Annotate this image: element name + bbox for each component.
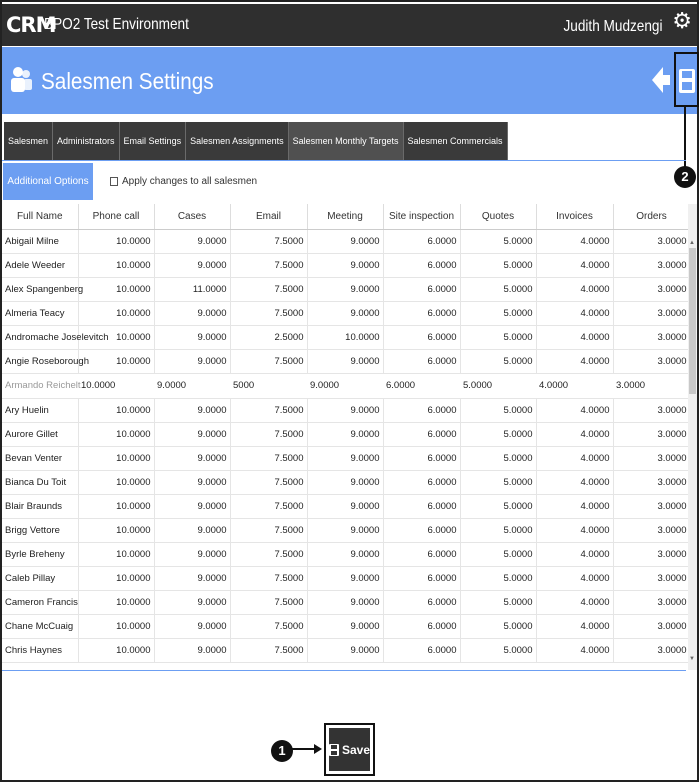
- target-value-cell[interactable]: 10.0000: [78, 494, 154, 518]
- salesman-name-cell: Almeria Teacy: [2, 301, 78, 325]
- target-value-cell[interactable]: 3.0000: [613, 422, 690, 446]
- target-value-cell[interactable]: 7.5000: [230, 277, 307, 301]
- target-value-cell[interactable]: 6.0000: [383, 590, 460, 614]
- target-value-cell[interactable]: 3.0000: [613, 253, 690, 277]
- target-value-cell[interactable]: 6.0000: [383, 518, 460, 542]
- target-value-cell[interactable]: 9.0000: [307, 614, 383, 638]
- target-value-cell[interactable]: 9.0000: [307, 566, 383, 590]
- target-value-cell[interactable]: 3.0000: [613, 614, 690, 638]
- floppy-disk-icon: [679, 69, 695, 93]
- table-row[interactable]: [2, 494, 690, 518]
- target-value-cell[interactable]: 5.0000: [460, 253, 536, 277]
- table-row[interactable]: [2, 638, 690, 662]
- table-row[interactable]: [2, 446, 690, 470]
- salesman-name-cell: Ary Huelin: [2, 398, 78, 422]
- column-header[interactable]: Site inspection: [383, 204, 460, 229]
- target-value-cell[interactable]: 6.0000: [383, 398, 460, 422]
- target-value-cell[interactable]: 3.0000: [613, 349, 690, 373]
- target-value-cell[interactable]: 4.0000: [536, 494, 613, 518]
- grid-bottom-border: [2, 670, 686, 671]
- target-value-cell[interactable]: 4.0000: [536, 301, 613, 325]
- table-row[interactable]: [2, 373, 690, 398]
- column-header[interactable]: Meeting: [307, 204, 383, 229]
- target-edit-cell[interactable]: 9.0000: [307, 373, 383, 398]
- targets-grid: [2, 204, 687, 670]
- target-value-cell[interactable]: 6.0000: [383, 638, 460, 662]
- target-value-cell[interactable]: 7.5000: [230, 470, 307, 494]
- target-value-cell[interactable]: 10.0000: [78, 470, 154, 494]
- back-arrow-icon[interactable]: [652, 65, 670, 95]
- target-value-cell[interactable]: 5.0000: [460, 494, 536, 518]
- target-value-cell[interactable]: 9.0000: [154, 253, 230, 277]
- salesman-name-cell: Bevan Venter: [2, 446, 78, 470]
- target-value-cell[interactable]: 10.0000: [78, 542, 154, 566]
- table-row[interactable]: [2, 614, 690, 638]
- table-row[interactable]: [2, 398, 690, 422]
- save-button-highlight: [324, 723, 375, 776]
- target-value-cell[interactable]: 9.0000: [307, 590, 383, 614]
- tabs-divider: [2, 160, 686, 161]
- target-value-cell[interactable]: 10.0000: [78, 229, 154, 253]
- target-value-cell[interactable]: 5.0000: [460, 470, 536, 494]
- target-value-cell[interactable]: 4.0000: [536, 638, 613, 662]
- target-edit-cell[interactable]: 5.0000: [460, 373, 536, 398]
- target-edit-cell[interactable]: 10.0000: [78, 373, 154, 398]
- apply-all-option[interactable]: [110, 176, 257, 187]
- target-value-cell[interactable]: 10.0000: [78, 590, 154, 614]
- target-value-cell[interactable]: 9.0000: [307, 518, 383, 542]
- target-value-cell[interactable]: 6.0000: [383, 349, 460, 373]
- column-header[interactable]: Cases: [154, 204, 230, 229]
- target-value-cell[interactable]: 9.0000: [154, 325, 230, 349]
- target-value-cell[interactable]: 9.0000: [154, 446, 230, 470]
- target-value-cell[interactable]: 9.0000: [154, 470, 230, 494]
- target-value-cell[interactable]: 5.0000: [460, 590, 536, 614]
- salesman-name-cell: Cameron Francis: [2, 590, 78, 614]
- target-value-cell[interactable]: 10.0000: [78, 614, 154, 638]
- column-header[interactable]: Orders: [613, 204, 690, 229]
- target-value-cell[interactable]: 7.5000: [230, 638, 307, 662]
- target-value-cell[interactable]: 3.0000: [613, 638, 690, 662]
- target-value-cell[interactable]: 9.0000: [307, 398, 383, 422]
- target-value-cell[interactable]: 3.0000: [613, 446, 690, 470]
- target-value-cell[interactable]: 9.0000: [154, 494, 230, 518]
- users-icon: [10, 65, 32, 93]
- target-value-cell[interactable]: 7.5000: [230, 229, 307, 253]
- callout-1-marker: 1: [271, 740, 293, 762]
- salesman-name-cell: Bianca Du Toit: [2, 470, 78, 494]
- table-row[interactable]: [2, 325, 690, 349]
- save-button-label: Save: [341, 742, 371, 757]
- gear-icon[interactable]: ⚙: [672, 8, 692, 33]
- salesman-name-cell: Chris Haynes: [2, 638, 78, 662]
- target-value-cell[interactable]: 7.5000: [230, 446, 307, 470]
- table-row[interactable]: [2, 470, 690, 494]
- target-value-cell[interactable]: 6.0000: [383, 325, 460, 349]
- target-value-cell[interactable]: 10.0000: [307, 325, 383, 349]
- tab-salesmen-monthly-targets[interactable]: Salesmen Monthly Targets: [289, 122, 404, 160]
- target-value-cell[interactable]: 9.0000: [307, 253, 383, 277]
- target-value-cell[interactable]: 9.0000: [154, 398, 230, 422]
- apply-all-label: Apply changes to all salesmen: [122, 176, 258, 187]
- target-value-cell[interactable]: 11.0000: [154, 277, 230, 301]
- target-value-cell[interactable]: 9.0000: [154, 638, 230, 662]
- target-value-cell[interactable]: 10.0000: [78, 301, 154, 325]
- table-row[interactable]: [2, 518, 690, 542]
- target-value-cell[interactable]: 6.0000: [383, 470, 460, 494]
- target-value-cell[interactable]: 5.0000: [460, 566, 536, 590]
- floppy-disk-icon: [329, 744, 339, 756]
- target-value-cell[interactable]: 10.0000: [78, 566, 154, 590]
- salesman-name-cell: Byrle Breheny: [2, 542, 78, 566]
- target-value-cell[interactable]: 6.0000: [383, 229, 460, 253]
- target-value-cell[interactable]: 4.0000: [536, 566, 613, 590]
- target-value-cell[interactable]: 3.0000: [613, 566, 690, 590]
- target-value-cell[interactable]: 9.0000: [154, 590, 230, 614]
- scroll-up-icon[interactable]: ▲: [689, 240, 695, 246]
- tab-salesmen-commercials[interactable]: Salesmen Commercials: [404, 122, 508, 160]
- table-row[interactable]: [2, 253, 690, 277]
- callout-2-line: [684, 105, 686, 167]
- target-value-cell[interactable]: 6.0000: [383, 446, 460, 470]
- target-value-cell[interactable]: 6.0000: [383, 566, 460, 590]
- target-value-cell[interactable]: 6.0000: [383, 422, 460, 446]
- user-name[interactable]: Judith Mudzengi: [563, 18, 663, 35]
- target-value-cell[interactable]: 7.5000: [230, 566, 307, 590]
- target-edit-cell[interactable]: 9.0000: [154, 373, 230, 398]
- target-value-cell[interactable]: 3.0000: [613, 590, 690, 614]
- target-value-cell[interactable]: 6.0000: [383, 614, 460, 638]
- target-value-cell[interactable]: 9.0000: [154, 349, 230, 373]
- target-value-cell[interactable]: 9.0000: [307, 229, 383, 253]
- target-value-cell[interactable]: 4.0000: [536, 542, 613, 566]
- target-value-cell[interactable]: 4.0000: [536, 277, 613, 301]
- salesman-name-cell: Armando Reichelt: [2, 373, 78, 398]
- target-value-cell[interactable]: 10.0000: [78, 398, 154, 422]
- target-value-cell[interactable]: 6.0000: [383, 494, 460, 518]
- target-value-cell[interactable]: 7.5000: [230, 590, 307, 614]
- target-value-cell[interactable]: 5.0000: [460, 277, 536, 301]
- target-value-cell[interactable]: 7.5000: [230, 398, 307, 422]
- header-save-button[interactable]: [674, 52, 699, 107]
- target-value-cell[interactable]: 7.5000: [230, 422, 307, 446]
- target-edit-cell[interactable]: 5000: [230, 373, 307, 398]
- target-value-cell[interactable]: 5.0000: [460, 542, 536, 566]
- target-value-cell[interactable]: 9.0000: [307, 446, 383, 470]
- column-header[interactable]: Full Name: [2, 204, 78, 229]
- target-value-cell[interactable]: 10.0000: [78, 349, 154, 373]
- target-value-cell[interactable]: 9.0000: [307, 494, 383, 518]
- target-value-cell[interactable]: 4.0000: [536, 398, 613, 422]
- column-header[interactable]: Phone call: [78, 204, 154, 229]
- table-header-row: [2, 204, 690, 229]
- target-value-cell[interactable]: 4.0000: [536, 470, 613, 494]
- target-value-cell[interactable]: 7.5000: [230, 349, 307, 373]
- salesman-name-cell: Brigg Vettore: [2, 518, 78, 542]
- target-value-cell[interactable]: 3.0000: [613, 301, 690, 325]
- target-value-cell[interactable]: 3.0000: [613, 518, 690, 542]
- target-value-cell[interactable]: 3.0000: [613, 398, 690, 422]
- top-bar: [2, 4, 697, 46]
- target-value-cell[interactable]: 7.5000: [230, 494, 307, 518]
- settings-tabs: [4, 122, 508, 160]
- tab-salesmen[interactable]: Salesmen: [4, 122, 53, 160]
- page-header: [2, 47, 697, 114]
- target-value-cell[interactable]: 4.0000: [536, 229, 613, 253]
- salesman-name-cell: Caleb Pillay: [2, 566, 78, 590]
- target-value-cell[interactable]: 10.0000: [78, 253, 154, 277]
- target-value-cell[interactable]: 5.0000: [460, 325, 536, 349]
- target-value-cell[interactable]: 4.0000: [536, 446, 613, 470]
- target-value-cell[interactable]: 10.0000: [78, 518, 154, 542]
- target-value-cell[interactable]: 10.0000: [78, 638, 154, 662]
- table-body: [2, 229, 690, 662]
- table-row[interactable]: [2, 277, 690, 301]
- table-row[interactable]: [2, 422, 690, 446]
- target-value-cell[interactable]: 5.0000: [460, 229, 536, 253]
- target-value-cell[interactable]: 9.0000: [154, 566, 230, 590]
- target-value-cell[interactable]: 9.0000: [154, 229, 230, 253]
- target-value-cell[interactable]: 4.0000: [536, 590, 613, 614]
- target-value-cell[interactable]: 4.0000: [536, 614, 613, 638]
- target-value-cell[interactable]: 9.0000: [154, 614, 230, 638]
- salesman-name-cell: Blair Braunds: [2, 494, 78, 518]
- target-value-cell[interactable]: 5.0000: [460, 301, 536, 325]
- target-value-cell[interactable]: 4.0000: [536, 518, 613, 542]
- target-value-cell[interactable]: 2.5000: [230, 325, 307, 349]
- target-value-cell[interactable]: 10.0000: [78, 277, 154, 301]
- target-value-cell[interactable]: 9.0000: [307, 470, 383, 494]
- tab-salesmen-assignments[interactable]: Salesmen Assignments: [186, 122, 289, 160]
- salesman-name-cell: Andromache Joselevitch: [2, 325, 78, 349]
- tab-administrators[interactable]: Administrators: [53, 122, 120, 160]
- scrollbar-thumb[interactable]: [689, 248, 696, 394]
- target-value-cell[interactable]: 6.0000: [383, 253, 460, 277]
- target-edit-cell[interactable]: 6.0000: [383, 373, 460, 398]
- salesman-name-cell: Adele Weeder: [2, 253, 78, 277]
- grid-scrollbar[interactable]: [688, 204, 697, 670]
- target-value-cell[interactable]: 9.0000: [154, 301, 230, 325]
- table-row[interactable]: [2, 590, 690, 614]
- save-button[interactable]: [329, 728, 370, 771]
- target-value-cell[interactable]: 9.0000: [307, 542, 383, 566]
- target-value-cell[interactable]: 5.0000: [460, 422, 536, 446]
- apply-all-checkbox[interactable]: [110, 177, 118, 186]
- target-value-cell[interactable]: 3.0000: [613, 542, 690, 566]
- target-value-cell[interactable]: 7.5000: [230, 301, 307, 325]
- target-value-cell[interactable]: 7.5000: [230, 253, 307, 277]
- tab-email-settings[interactable]: Email Settings: [120, 122, 187, 160]
- column-header[interactable]: Invoices: [536, 204, 613, 229]
- target-value-cell[interactable]: 9.0000: [307, 349, 383, 373]
- table-row[interactable]: [2, 542, 690, 566]
- table-row[interactable]: [2, 229, 690, 253]
- target-value-cell[interactable]: 10.0000: [78, 446, 154, 470]
- page-title: Salesmen Settings: [41, 68, 214, 94]
- target-value-cell[interactable]: 7.5000: [230, 542, 307, 566]
- target-value-cell[interactable]: 7.5000: [230, 614, 307, 638]
- target-value-cell[interactable]: 3.0000: [613, 470, 690, 494]
- target-value-cell[interactable]: 4.0000: [536, 349, 613, 373]
- target-value-cell[interactable]: 9.0000: [307, 301, 383, 325]
- callout-2-marker: 2: [674, 166, 696, 188]
- target-value-cell[interactable]: 6.0000: [383, 301, 460, 325]
- column-header[interactable]: Email: [230, 204, 307, 229]
- callout-1-arrow: [287, 748, 317, 750]
- target-value-cell[interactable]: 4.0000: [536, 325, 613, 349]
- target-value-cell[interactable]: 10.0000: [78, 422, 154, 446]
- target-value-cell[interactable]: 9.0000: [154, 518, 230, 542]
- target-value-cell[interactable]: 5.0000: [460, 614, 536, 638]
- scroll-down-icon[interactable]: ▼: [689, 656, 695, 662]
- salesman-name-cell: Chane McCuaig: [2, 614, 78, 638]
- column-header[interactable]: Quotes: [460, 204, 536, 229]
- table-row[interactable]: [2, 566, 690, 590]
- target-edit-cell[interactable]: 4.0000: [536, 373, 613, 398]
- target-value-cell[interactable]: 9.0000: [154, 422, 230, 446]
- target-value-cell[interactable]: 3.0000: [613, 277, 690, 301]
- target-value-cell[interactable]: 3.0000: [613, 494, 690, 518]
- table-row[interactable]: [2, 301, 690, 325]
- target-value-cell[interactable]: 10.0000: [78, 325, 154, 349]
- target-value-cell[interactable]: 9.0000: [307, 277, 383, 301]
- target-value-cell[interactable]: 5.0000: [460, 446, 536, 470]
- salesman-name-cell: Alex Spangenberg: [2, 277, 78, 301]
- target-value-cell[interactable]: 5.0000: [460, 638, 536, 662]
- target-value-cell[interactable]: 5.0000: [460, 349, 536, 373]
- salesman-name-cell: Abigail Milne: [2, 229, 78, 253]
- callout-1-arrowhead: [314, 744, 322, 754]
- target-value-cell[interactable]: 3.0000: [613, 229, 690, 253]
- target-value-cell[interactable]: 4.0000: [536, 253, 613, 277]
- target-value-cell[interactable]: 6.0000: [383, 277, 460, 301]
- crm-logo[interactable]: CRM: [6, 13, 56, 37]
- target-value-cell[interactable]: 9.0000: [307, 422, 383, 446]
- environment-title: BPO2 Test Environment: [44, 16, 189, 33]
- additional-options-button[interactable]: Additional Options: [3, 163, 93, 200]
- target-value-cell[interactable]: 3.0000: [613, 325, 690, 349]
- target-value-cell[interactable]: 4.0000: [536, 422, 613, 446]
- target-value-cell[interactable]: 5.0000: [460, 398, 536, 422]
- salesman-name-cell: Angie Roseborough: [2, 349, 78, 373]
- target-edit-cell[interactable]: 3.0000: [613, 373, 690, 398]
- target-value-cell[interactable]: 9.0000: [154, 542, 230, 566]
- salesman-name-cell: Aurore Gillet: [2, 422, 78, 446]
- target-value-cell[interactable]: 6.0000: [383, 542, 460, 566]
- target-value-cell[interactable]: 9.0000: [307, 638, 383, 662]
- table-row[interactable]: [2, 349, 690, 373]
- target-value-cell[interactable]: 5.0000: [460, 518, 536, 542]
- target-value-cell[interactable]: 7.5000: [230, 518, 307, 542]
